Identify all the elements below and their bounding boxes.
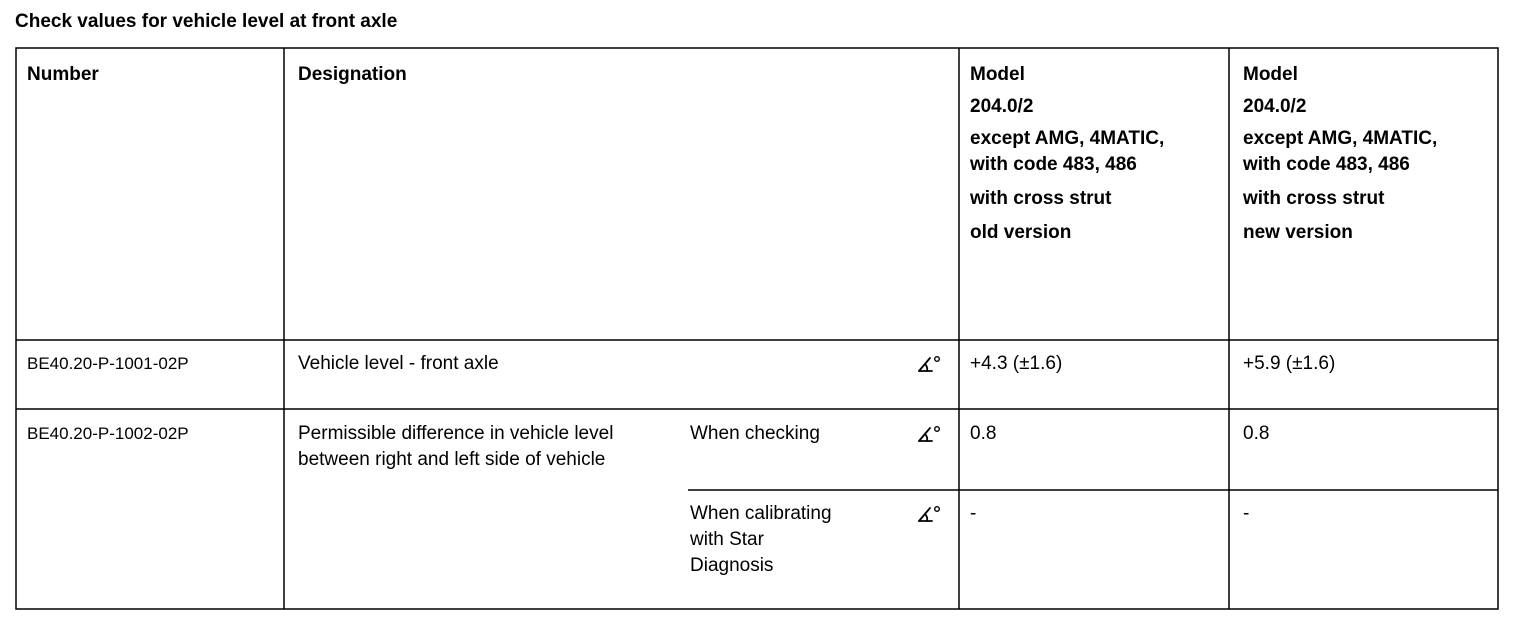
header-model-new-line4: with code 483, 486 bbox=[1243, 154, 1410, 175]
header-model-old-line5: with cross strut bbox=[970, 188, 1112, 209]
row1-number: BE40.20-P-1001-02P bbox=[27, 354, 189, 373]
row2-condition-calibrating bbox=[690, 501, 832, 579]
angle-degree-icon bbox=[917, 424, 943, 446]
row2-designation-line1: Permissible difference in vehicle level bbox=[298, 423, 614, 444]
angle-degree-icon bbox=[917, 504, 943, 526]
header-model-old-line1: Model bbox=[970, 64, 1025, 85]
angle-degree-icon bbox=[917, 354, 943, 376]
row2-designation-line2: between right and left side of vehicle bbox=[298, 449, 606, 470]
page-title: Check values for vehicle level at front axle bbox=[15, 11, 398, 32]
row2-condition-calibrating-line1: When calibrating bbox=[690, 503, 832, 524]
row1-value-old: +4.3 (±1.6) bbox=[970, 353, 1063, 374]
header-model-new bbox=[1243, 62, 1437, 246]
header-model-new-line5: with cross strut bbox=[1243, 188, 1385, 209]
row2-number: BE40.20-P-1002-02P bbox=[27, 424, 189, 443]
header-model-old-line2: 204.0/2 bbox=[970, 96, 1034, 117]
header-designation: Designation bbox=[298, 64, 407, 85]
row1-value-new: +5.9 (±1.6) bbox=[1243, 353, 1336, 374]
row2-calibrating-value-old: - bbox=[970, 503, 977, 524]
row2-checking-value-new: 0.8 bbox=[1243, 423, 1270, 444]
header-model-old-line6: old version bbox=[970, 222, 1072, 243]
header-model-new-line6: new version bbox=[1243, 222, 1353, 243]
row2-calibrating-value-new: - bbox=[1243, 503, 1250, 524]
header-model-old bbox=[970, 62, 1164, 246]
row1-designation: Vehicle level - front axle bbox=[298, 353, 499, 374]
row2-condition-calibrating-line3: Diagnosis bbox=[690, 555, 774, 576]
header-number: Number bbox=[27, 64, 99, 85]
row2-designation bbox=[298, 421, 613, 473]
header-model-new-line1: Model bbox=[1243, 64, 1298, 85]
row2-condition-calibrating-line2: with Star bbox=[690, 529, 764, 550]
row2-checking-value-old: 0.8 bbox=[970, 423, 997, 444]
header-model-old-line3: except AMG, 4MATIC, bbox=[970, 128, 1165, 149]
row2-condition-checking: When checking bbox=[690, 423, 820, 444]
header-model-new-line3: except AMG, 4MATIC, bbox=[1243, 128, 1438, 149]
header-model-new-line2: 204.0/2 bbox=[1243, 96, 1307, 117]
header-model-old-line4: with code 483, 486 bbox=[970, 154, 1137, 175]
